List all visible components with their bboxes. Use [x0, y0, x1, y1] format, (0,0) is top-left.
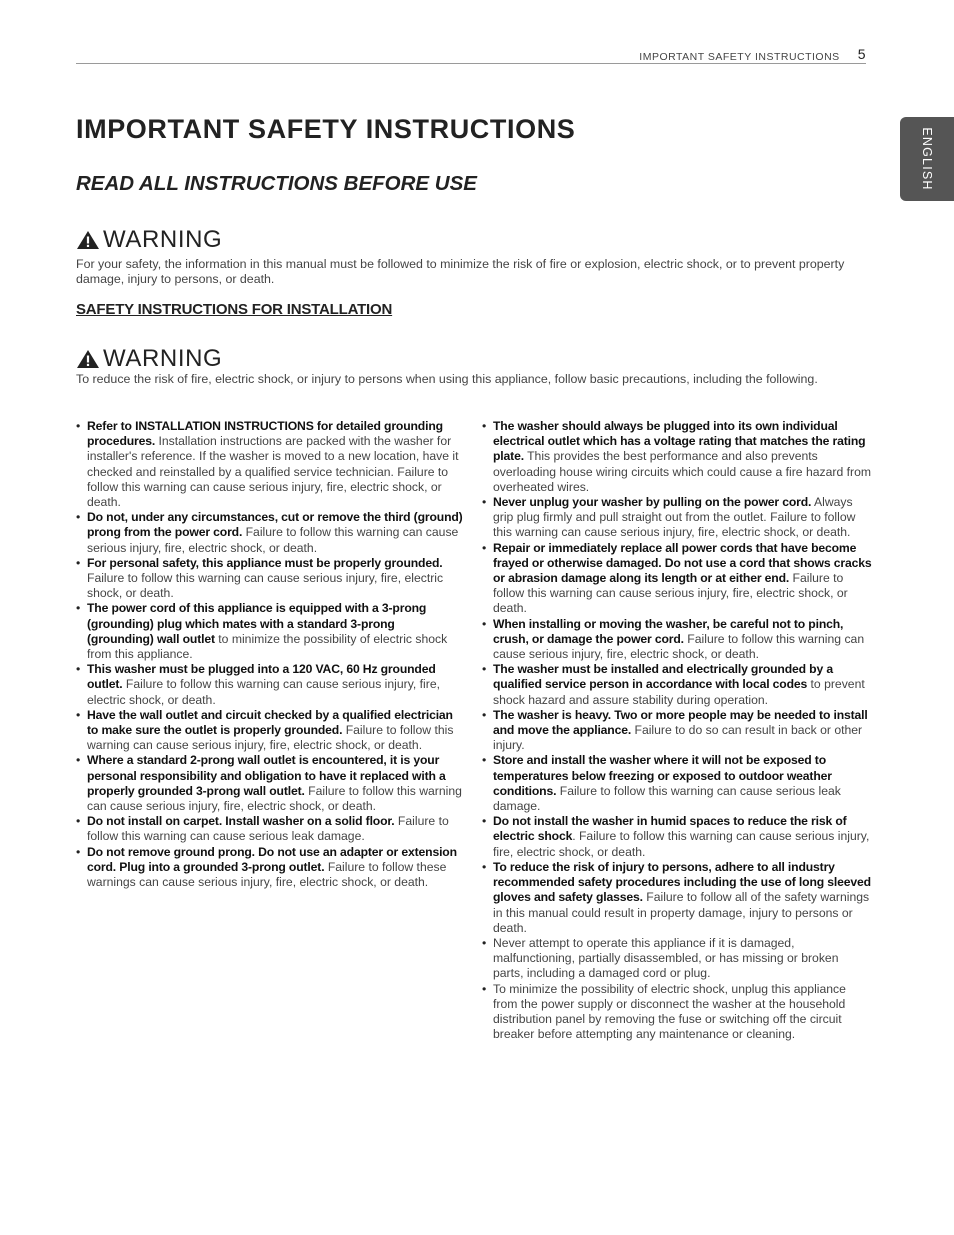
instruction-text: Failure to follow this warning can cause serious injury, fire, electric shock, or death.	[87, 783, 462, 814]
warning-triangle-icon	[76, 349, 100, 369]
instruction-text: to prevent shock hazard and assure stability during operation.	[493, 677, 865, 707]
instruction-text: Installation instructions are packed with the washer for installer's reference. If the washer is moved to a new location, have it checked and reinstalled by a qualified service technician. Failure to follow this warning can cause serious injury, fire, electric shock, or death.	[87, 434, 459, 510]
bullet-icon: •	[482, 935, 487, 950]
bullet-icon: •	[76, 601, 81, 616]
list-item	[482, 936, 872, 982]
instruction-emphasis: When installing or moving the washer, be careful not to pinch, crush, or damage the power cord.	[493, 616, 844, 646]
list-item	[76, 601, 464, 662]
list-item	[482, 860, 872, 936]
list-item	[482, 495, 872, 541]
list-item	[76, 556, 464, 602]
bullet-icon: •	[482, 419, 487, 433]
bullet-icon: •	[482, 616, 487, 631]
section-heading: SAFETY INSTRUCTIONS FOR INSTALLATION	[76, 301, 393, 318]
bullet-icon: •	[76, 707, 81, 722]
list-item	[482, 982, 872, 1043]
instruction-text: Always grip plug firmly and pull straight out from the outlet. Failure to follow this warning can cause serious injury, fire, electric shock, or death.	[493, 495, 856, 540]
instruction-text: Failure to follow this warning can cause serious injury, fire, electric shock, or death.	[87, 571, 444, 601]
warning-label-1: WARNING	[103, 226, 223, 253]
instruction-emphasis: Where a standard 2-prong wall outlet is encountered, it is your personal responsibility and obligation to have it replaced with a properly grounded 3-prong wall outlet.	[87, 753, 446, 798]
instruction-text: Failure to follow this warning can cause serious injury, fire, electric shock, or death.	[87, 723, 454, 753]
list-item	[76, 708, 464, 754]
instruction-text: This provides the best performance and also prevents overloading house wiring circuits which could cause a fire hazard from overheated wires.	[493, 449, 871, 494]
instruction-emphasis: The washer is heavy. Two or more people may be needed to install and move the appliance.	[493, 707, 868, 738]
list-item	[482, 814, 872, 860]
instruction-emphasis: Never unplug your washer by pulling on the power cord.	[493, 495, 812, 510]
list-item	[76, 814, 464, 844]
instruction-text: . Failure to follow this warning can cause serious injury, fire, electric shock, or death.	[493, 829, 870, 859]
list-item	[482, 708, 872, 754]
list-item	[482, 419, 872, 495]
instruction-text: Failure to follow this warning can cause serious injury, fire, electric shock, or death.	[493, 571, 848, 616]
list-item	[482, 541, 872, 617]
running-header	[76, 46, 866, 64]
bullet-icon: •	[76, 814, 81, 829]
bullet-icon: •	[482, 707, 487, 722]
warning-text-1: For your safety, the information in this manual must be followed to minimize the risk of fire or explosion, electric shock, or to prevent property damage, injury to persons, or death.	[76, 257, 845, 286]
instruction-text: Failure to follow this warning can cause serious injury, fire, electric shock, or death.	[87, 677, 440, 707]
bullet-icon: •	[482, 495, 487, 510]
instruction-text: Failure to follow this warning can cause serious leak damage.	[493, 783, 841, 814]
instruction-text: To minimize the possibility of electric shock, unplug this appliance from the power supply or disconnect the washer at the household distribution panel by removing the fuse or switching off the circuit breaker before attempting any maintenance or cleaning.	[493, 981, 846, 1042]
instruction-text: Failure to do so can result in back or other injury.	[493, 723, 863, 753]
instruction-emphasis: Do not, under any circumstances, cut or remove the third (ground) prong from the power cord.	[87, 510, 463, 540]
list-item	[76, 510, 464, 556]
instruction-emphasis: Have the wall outlet and circuit checked by a qualified electrician to make sure the outlet is properly grounded.	[87, 707, 453, 738]
bullet-icon: •	[482, 662, 487, 677]
list-item	[76, 845, 464, 891]
bullet-icon: •	[76, 419, 81, 433]
instruction-emphasis: Do not remove ground prong. Do not use an adapter or extension cord. Plug into a grounded 3-prong outlet.	[87, 844, 457, 874]
bullet-icon: •	[482, 859, 487, 874]
instruction-emphasis: Repair or immediately replace all power cords that have become frayed or otherwise damaged. Do not use a cord that shows cracks or abrasion damage along its length or at either end.	[493, 540, 872, 586]
bullet-icon: •	[76, 753, 81, 768]
warning-text-2: To reduce the risk of fire, electric shock, or injury to persons when using this appliance, follow basic precautions, including the following.	[76, 372, 818, 386]
instruction-emphasis: Do not install the washer in humid spaces to reduce the risk of electric shock	[493, 814, 847, 844]
bullet-icon: •	[482, 981, 487, 996]
instruction-emphasis: The washer should always be plugged into its own individual electrical outlet which has a voltage rating that matches the rating plate.	[493, 419, 866, 464]
list-item	[482, 617, 872, 663]
instruction-emphasis: Refer to INSTALLATION INSTRUCTIONS for detailed grounding procedures.	[87, 419, 443, 449]
bullet-icon: •	[76, 844, 81, 859]
bullet-icon: •	[76, 510, 81, 525]
instruction-text: Failure to follow this warning can cause serious injury, fire, electric shock, or death.	[493, 631, 865, 662]
list-item	[76, 662, 464, 708]
language-tab-label: ENGLISH	[920, 127, 934, 191]
instruction-emphasis: The power cord of this appliance is equipped with a 3-prong (grounding) plug which mates with a standard 3-prong (grounding) wall outlet	[87, 601, 427, 646]
instruction-emphasis: The washer must be installed and electrically grounded by a qualified service person in accordance with local codes	[493, 662, 833, 692]
page-title: IMPORTANT SAFETY INSTRUCTIONS	[76, 114, 576, 144]
left-instruction-list	[76, 419, 464, 890]
instruction-text: Failure to follow all of the safety warnings in this manual could result in property damage, injury to persons or death.	[493, 890, 870, 935]
bullet-icon: •	[482, 753, 487, 768]
bullet-icon: •	[76, 555, 81, 570]
list-item	[482, 662, 872, 708]
instruction-text: Failure to follow this warning can cause serious injury, fire, electric shock, or death.	[87, 525, 459, 555]
list-item	[76, 419, 464, 510]
page-number: 5	[857, 46, 866, 62]
instruction-emphasis: This washer must be plugged into a 120 VAC, 60 Hz grounded outlet.	[87, 662, 436, 692]
bullet-icon: •	[76, 662, 81, 677]
warning-label-2: WARNING	[103, 345, 223, 372]
list-item	[482, 753, 872, 814]
right-instruction-list	[482, 419, 872, 1042]
instruction-text: Failure to follow this warning can cause serious leak damage.	[87, 814, 449, 844]
bullet-icon: •	[482, 814, 487, 829]
instruction-text: to minimize the possibility of electric shock from this appliance.	[87, 631, 448, 662]
bullet-icon: •	[482, 540, 487, 555]
language-tab	[900, 117, 954, 201]
list-item	[76, 753, 464, 814]
warning-heading-2	[76, 345, 222, 373]
page-subtitle: READ ALL INSTRUCTIONS BEFORE USE	[76, 172, 477, 195]
instruction-emphasis: Store and install the washer where it will not be exposed to temperatures below freezing or exposed to outdoor weather conditions.	[493, 753, 832, 798]
instruction-emphasis: To reduce the risk of injury to persons, adhere to all industry recommended safety procedures including the use of long sleeved gloves and safety glasses.	[493, 859, 871, 905]
warning-heading-1	[76, 226, 222, 254]
instruction-text: Never attempt to operate this appliance if it is damaged, malfunctioning, partially disassembled, or has missing or broken parts, including a damaged cord or plug.	[493, 935, 839, 981]
instruction-emphasis: For personal safety, this appliance must be properly grounded.	[87, 555, 443, 570]
warning-triangle-icon	[76, 230, 100, 250]
running-header-title: IMPORTANT SAFETY INSTRUCTIONS	[639, 51, 840, 63]
instruction-emphasis: Do not install on carpet. Install washer on a solid floor.	[87, 814, 395, 829]
instruction-text: Failure to follow these warnings can cause serious injury, fire, electric shock, or death.	[87, 859, 447, 890]
